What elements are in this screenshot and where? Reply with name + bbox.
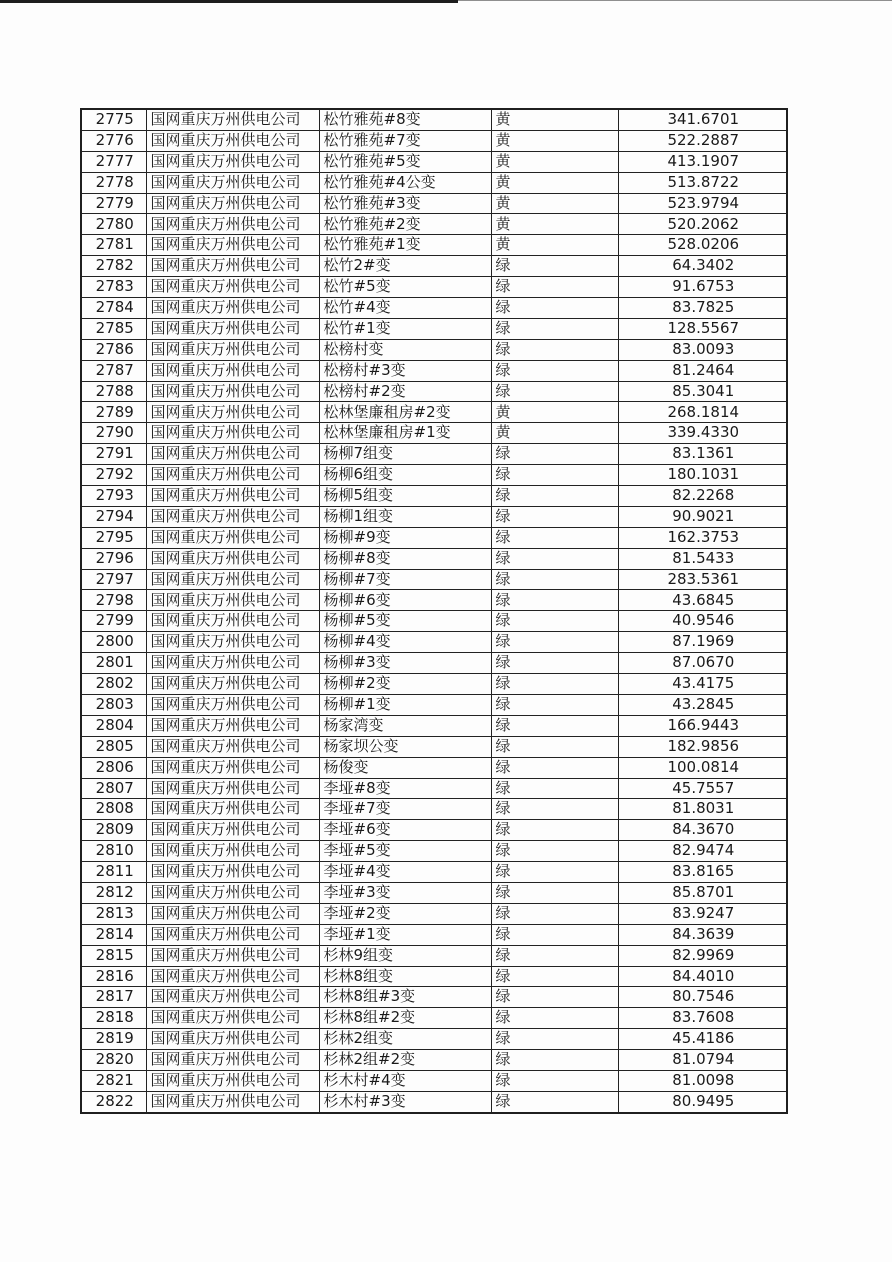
table-row bbox=[81, 945, 787, 966]
cell-value: 520.2062 bbox=[618, 214, 787, 235]
cell-company-name: 国网重庆万州供电公司 bbox=[146, 1050, 319, 1071]
cell-company-name: 国网重庆万州供电公司 bbox=[146, 1008, 319, 1029]
table-row bbox=[81, 736, 787, 757]
cell-company-name: 国网重庆万州供电公司 bbox=[146, 423, 319, 444]
cell-value: 84.4010 bbox=[618, 966, 787, 987]
cell-row-number: 2792 bbox=[81, 465, 146, 486]
cell-row-number: 2800 bbox=[81, 632, 146, 653]
cell-row-number: 2775 bbox=[81, 109, 146, 130]
cell-value: 81.0794 bbox=[618, 1050, 787, 1071]
table-row bbox=[81, 318, 787, 339]
cell-station-name: 杉木村#4变 bbox=[319, 1070, 491, 1091]
cell-station-name: 松竹雅苑#2变 bbox=[319, 214, 491, 235]
cell-row-number: 2799 bbox=[81, 611, 146, 632]
cell-value: 87.0670 bbox=[618, 653, 787, 674]
cell-status: 黄 bbox=[491, 151, 618, 172]
cell-status: 绿 bbox=[491, 318, 618, 339]
cell-station-name: 杨家湾变 bbox=[319, 715, 491, 736]
cell-row-number: 2806 bbox=[81, 757, 146, 778]
cell-status: 黄 bbox=[491, 109, 618, 130]
cell-row-number: 2782 bbox=[81, 256, 146, 277]
cell-company-name: 国网重庆万州供电公司 bbox=[146, 862, 319, 883]
cell-company-name: 国网重庆万州供电公司 bbox=[146, 882, 319, 903]
cell-row-number: 2781 bbox=[81, 235, 146, 256]
cell-row-number: 2822 bbox=[81, 1091, 146, 1112]
cell-company-name: 国网重庆万州供电公司 bbox=[146, 715, 319, 736]
cell-status: 绿 bbox=[491, 757, 618, 778]
cell-station-name: 杨柳1组变 bbox=[319, 506, 491, 527]
cell-station-name: 杨柳#8变 bbox=[319, 548, 491, 569]
table-row bbox=[81, 1091, 787, 1112]
cell-company-name: 国网重庆万州供电公司 bbox=[146, 381, 319, 402]
cell-company-name: 国网重庆万州供电公司 bbox=[146, 757, 319, 778]
cell-row-number: 2786 bbox=[81, 339, 146, 360]
substation-table-body bbox=[81, 109, 787, 1113]
table-row bbox=[81, 820, 787, 841]
cell-status: 绿 bbox=[491, 799, 618, 820]
cell-status: 绿 bbox=[491, 903, 618, 924]
cell-company-name: 国网重庆万州供电公司 bbox=[146, 1029, 319, 1050]
cell-row-number: 2777 bbox=[81, 151, 146, 172]
table-row bbox=[81, 527, 787, 548]
cell-row-number: 2780 bbox=[81, 214, 146, 235]
cell-company-name: 国网重庆万州供电公司 bbox=[146, 903, 319, 924]
cell-station-name: 李垭#1变 bbox=[319, 924, 491, 945]
cell-company-name: 国网重庆万州供电公司 bbox=[146, 256, 319, 277]
table-row bbox=[81, 109, 787, 130]
cell-company-name: 国网重庆万州供电公司 bbox=[146, 506, 319, 527]
cell-row-number: 2801 bbox=[81, 653, 146, 674]
table-row bbox=[81, 444, 787, 465]
cell-row-number: 2785 bbox=[81, 318, 146, 339]
cell-row-number: 2798 bbox=[81, 590, 146, 611]
cell-company-name: 国网重庆万州供电公司 bbox=[146, 1091, 319, 1112]
cell-station-name: 杨柳6组变 bbox=[319, 465, 491, 486]
table-row bbox=[81, 841, 787, 862]
cell-row-number: 2819 bbox=[81, 1029, 146, 1050]
table-row bbox=[81, 862, 787, 883]
cell-status: 绿 bbox=[491, 736, 618, 757]
cell-status: 绿 bbox=[491, 444, 618, 465]
cell-value: 64.3402 bbox=[618, 256, 787, 277]
cell-row-number: 2795 bbox=[81, 527, 146, 548]
cell-company-name: 国网重庆万州供电公司 bbox=[146, 841, 319, 862]
cell-status: 绿 bbox=[491, 298, 618, 319]
cell-status: 绿 bbox=[491, 548, 618, 569]
cell-value: 85.3041 bbox=[618, 381, 787, 402]
cell-value: 85.8701 bbox=[618, 882, 787, 903]
cell-value: 100.0814 bbox=[618, 757, 787, 778]
cell-row-number: 2816 bbox=[81, 966, 146, 987]
cell-value: 162.3753 bbox=[618, 527, 787, 548]
cell-status: 绿 bbox=[491, 506, 618, 527]
table-row bbox=[81, 465, 787, 486]
cell-status: 绿 bbox=[491, 653, 618, 674]
cell-value: 513.8722 bbox=[618, 172, 787, 193]
cell-row-number: 2778 bbox=[81, 172, 146, 193]
cell-station-name: 李垭#3变 bbox=[319, 882, 491, 903]
cell-row-number: 2794 bbox=[81, 506, 146, 527]
table-row bbox=[81, 1050, 787, 1071]
cell-company-name: 国网重庆万州供电公司 bbox=[146, 465, 319, 486]
table-row bbox=[81, 506, 787, 527]
cell-station-name: 李垭#7变 bbox=[319, 799, 491, 820]
cell-company-name: 国网重庆万州供电公司 bbox=[146, 277, 319, 298]
cell-company-name: 国网重庆万州供电公司 bbox=[146, 402, 319, 423]
cell-status: 绿 bbox=[491, 569, 618, 590]
cell-value: 81.8031 bbox=[618, 799, 787, 820]
cell-value: 84.3639 bbox=[618, 924, 787, 945]
cell-status: 绿 bbox=[491, 632, 618, 653]
cell-value: 522.2887 bbox=[618, 130, 787, 151]
table-row bbox=[81, 172, 787, 193]
cell-value: 43.6845 bbox=[618, 590, 787, 611]
cell-status: 绿 bbox=[491, 778, 618, 799]
cell-status: 黄 bbox=[491, 214, 618, 235]
cell-company-name: 国网重庆万州供电公司 bbox=[146, 527, 319, 548]
cell-company-name: 国网重庆万州供电公司 bbox=[146, 945, 319, 966]
table-row bbox=[81, 193, 787, 214]
cell-company-name: 国网重庆万州供电公司 bbox=[146, 924, 319, 945]
cell-value: 83.9247 bbox=[618, 903, 787, 924]
table-row bbox=[81, 402, 787, 423]
cell-company-name: 国网重庆万州供电公司 bbox=[146, 632, 319, 653]
cell-value: 43.4175 bbox=[618, 674, 787, 695]
cell-value: 81.2464 bbox=[618, 360, 787, 381]
cell-value: 91.6753 bbox=[618, 277, 787, 298]
cell-value: 283.5361 bbox=[618, 569, 787, 590]
cell-status: 绿 bbox=[491, 1008, 618, 1029]
cell-station-name: 松竹#4变 bbox=[319, 298, 491, 319]
cell-station-name: 杨柳#5变 bbox=[319, 611, 491, 632]
cell-row-number: 2797 bbox=[81, 569, 146, 590]
cell-row-number: 2820 bbox=[81, 1050, 146, 1071]
cell-row-number: 2788 bbox=[81, 381, 146, 402]
cell-row-number: 2802 bbox=[81, 674, 146, 695]
table-row bbox=[81, 966, 787, 987]
cell-station-name: 李垭#5变 bbox=[319, 841, 491, 862]
cell-status: 绿 bbox=[491, 486, 618, 507]
cell-status: 绿 bbox=[491, 1091, 618, 1112]
cell-company-name: 国网重庆万州供电公司 bbox=[146, 799, 319, 820]
cell-status: 绿 bbox=[491, 465, 618, 486]
cell-status: 绿 bbox=[491, 694, 618, 715]
cell-station-name: 李垭#4变 bbox=[319, 862, 491, 883]
cell-company-name: 国网重庆万州供电公司 bbox=[146, 694, 319, 715]
cell-station-name: 杨柳5组变 bbox=[319, 486, 491, 507]
cell-company-name: 国网重庆万州供电公司 bbox=[146, 486, 319, 507]
cell-row-number: 2787 bbox=[81, 360, 146, 381]
table-row bbox=[81, 569, 787, 590]
table-row bbox=[81, 924, 787, 945]
table-row bbox=[81, 715, 787, 736]
table-row bbox=[81, 381, 787, 402]
cell-status: 绿 bbox=[491, 987, 618, 1008]
cell-status: 绿 bbox=[491, 945, 618, 966]
table-row bbox=[81, 214, 787, 235]
cell-station-name: 杨柳7组变 bbox=[319, 444, 491, 465]
cell-company-name: 国网重庆万州供电公司 bbox=[146, 987, 319, 1008]
cell-value: 45.7557 bbox=[618, 778, 787, 799]
cell-row-number: 2813 bbox=[81, 903, 146, 924]
cell-row-number: 2808 bbox=[81, 799, 146, 820]
cell-status: 绿 bbox=[491, 611, 618, 632]
cell-station-name: 杨柳#7变 bbox=[319, 569, 491, 590]
table-row bbox=[81, 632, 787, 653]
cell-station-name: 李垭#2变 bbox=[319, 903, 491, 924]
cell-company-name: 国网重庆万州供电公司 bbox=[146, 611, 319, 632]
table-row bbox=[81, 903, 787, 924]
cell-value: 268.1814 bbox=[618, 402, 787, 423]
cell-status: 绿 bbox=[491, 1050, 618, 1071]
cell-status: 黄 bbox=[491, 235, 618, 256]
cell-company-name: 国网重庆万州供电公司 bbox=[146, 736, 319, 757]
cell-status: 绿 bbox=[491, 674, 618, 695]
cell-station-name: 松竹#5变 bbox=[319, 277, 491, 298]
cell-value: 523.9794 bbox=[618, 193, 787, 214]
cell-value: 180.1031 bbox=[618, 465, 787, 486]
cell-row-number: 2804 bbox=[81, 715, 146, 736]
cell-station-name: 杨柳#1变 bbox=[319, 694, 491, 715]
cell-row-number: 2793 bbox=[81, 486, 146, 507]
cell-company-name: 国网重庆万州供电公司 bbox=[146, 778, 319, 799]
cell-station-name: 杉木村#3变 bbox=[319, 1091, 491, 1112]
cell-value: 83.1361 bbox=[618, 444, 787, 465]
cell-company-name: 国网重庆万州供电公司 bbox=[146, 444, 319, 465]
cell-company-name: 国网重庆万州供电公司 bbox=[146, 569, 319, 590]
table-row bbox=[81, 799, 787, 820]
cell-station-name: 松榜村#3变 bbox=[319, 360, 491, 381]
cell-value: 40.9546 bbox=[618, 611, 787, 632]
cell-row-number: 2810 bbox=[81, 841, 146, 862]
cell-station-name: 李垭#6变 bbox=[319, 820, 491, 841]
cell-status: 绿 bbox=[491, 1070, 618, 1091]
cell-station-name: 松竹2#变 bbox=[319, 256, 491, 277]
cell-station-name: 杨柳#6变 bbox=[319, 590, 491, 611]
cell-station-name: 杉林2组变 bbox=[319, 1029, 491, 1050]
cell-value: 166.9443 bbox=[618, 715, 787, 736]
table-row bbox=[81, 778, 787, 799]
table-row bbox=[81, 653, 787, 674]
table-row bbox=[81, 235, 787, 256]
cell-status: 绿 bbox=[491, 966, 618, 987]
cell-station-name: 松榜村#2变 bbox=[319, 381, 491, 402]
table-row bbox=[81, 882, 787, 903]
cell-value: 341.6701 bbox=[618, 109, 787, 130]
cell-company-name: 国网重庆万州供电公司 bbox=[146, 590, 319, 611]
cell-row-number: 2776 bbox=[81, 130, 146, 151]
cell-value: 81.5433 bbox=[618, 548, 787, 569]
cell-status: 黄 bbox=[491, 402, 618, 423]
table-row bbox=[81, 151, 787, 172]
substation-table bbox=[80, 108, 788, 1114]
cell-status: 黄 bbox=[491, 172, 618, 193]
cell-status: 黄 bbox=[491, 193, 618, 214]
cell-company-name: 国网重庆万州供电公司 bbox=[146, 298, 319, 319]
table-row bbox=[81, 694, 787, 715]
cell-station-name: 李垭#8变 bbox=[319, 778, 491, 799]
cell-value: 528.0206 bbox=[618, 235, 787, 256]
cell-status: 绿 bbox=[491, 841, 618, 862]
cell-row-number: 2815 bbox=[81, 945, 146, 966]
cell-value: 83.8165 bbox=[618, 862, 787, 883]
cell-status: 绿 bbox=[491, 924, 618, 945]
table-row bbox=[81, 548, 787, 569]
cell-station-name: 松竹雅苑#4公变 bbox=[319, 172, 491, 193]
cell-station-name: 杉林8组#2变 bbox=[319, 1008, 491, 1029]
cell-company-name: 国网重庆万州供电公司 bbox=[146, 109, 319, 130]
cell-row-number: 2805 bbox=[81, 736, 146, 757]
cell-company-name: 国网重庆万州供电公司 bbox=[146, 193, 319, 214]
cell-row-number: 2796 bbox=[81, 548, 146, 569]
cell-station-name: 松竹雅苑#1变 bbox=[319, 235, 491, 256]
cell-company-name: 国网重庆万州供电公司 bbox=[146, 653, 319, 674]
table-row bbox=[81, 298, 787, 319]
cell-row-number: 2821 bbox=[81, 1070, 146, 1091]
cell-station-name: 杨柳#9变 bbox=[319, 527, 491, 548]
cell-station-name: 松竹雅苑#7变 bbox=[319, 130, 491, 151]
cell-company-name: 国网重庆万州供电公司 bbox=[146, 966, 319, 987]
cell-status: 绿 bbox=[491, 527, 618, 548]
table-row bbox=[81, 674, 787, 695]
cell-value: 80.9495 bbox=[618, 1091, 787, 1112]
table-row bbox=[81, 987, 787, 1008]
cell-row-number: 2818 bbox=[81, 1008, 146, 1029]
cell-station-name: 杨柳#4变 bbox=[319, 632, 491, 653]
cell-row-number: 2817 bbox=[81, 987, 146, 1008]
cell-station-name: 松竹雅苑#8变 bbox=[319, 109, 491, 130]
cell-row-number: 2783 bbox=[81, 277, 146, 298]
cell-status: 绿 bbox=[491, 715, 618, 736]
cell-value: 87.1969 bbox=[618, 632, 787, 653]
cell-status: 绿 bbox=[491, 1029, 618, 1050]
cell-row-number: 2811 bbox=[81, 862, 146, 883]
cell-value: 83.7825 bbox=[618, 298, 787, 319]
cell-station-name: 杉林8组#3变 bbox=[319, 987, 491, 1008]
table-row bbox=[81, 757, 787, 778]
cell-row-number: 2803 bbox=[81, 694, 146, 715]
cell-row-number: 2784 bbox=[81, 298, 146, 319]
cell-company-name: 国网重庆万州供电公司 bbox=[146, 1070, 319, 1091]
cell-company-name: 国网重庆万州供电公司 bbox=[146, 214, 319, 235]
cell-value: 413.1907 bbox=[618, 151, 787, 172]
table-row bbox=[81, 486, 787, 507]
cell-value: 339.4330 bbox=[618, 423, 787, 444]
cell-status: 绿 bbox=[491, 381, 618, 402]
table-row bbox=[81, 1029, 787, 1050]
table-row bbox=[81, 423, 787, 444]
cell-company-name: 国网重庆万州供电公司 bbox=[146, 151, 319, 172]
cell-value: 83.7608 bbox=[618, 1008, 787, 1029]
cell-status: 绿 bbox=[491, 862, 618, 883]
cell-row-number: 2790 bbox=[81, 423, 146, 444]
cell-row-number: 2812 bbox=[81, 882, 146, 903]
cell-row-number: 2814 bbox=[81, 924, 146, 945]
cell-status: 黄 bbox=[491, 423, 618, 444]
cell-value: 182.9856 bbox=[618, 736, 787, 757]
table-row bbox=[81, 1008, 787, 1029]
cell-station-name: 杨俊变 bbox=[319, 757, 491, 778]
cell-row-number: 2791 bbox=[81, 444, 146, 465]
cell-company-name: 国网重庆万州供电公司 bbox=[146, 360, 319, 381]
page-top-bar bbox=[0, 0, 458, 3]
cell-value: 81.0098 bbox=[618, 1070, 787, 1091]
table-row bbox=[81, 256, 787, 277]
cell-company-name: 国网重庆万州供电公司 bbox=[146, 820, 319, 841]
cell-station-name: 松竹#1变 bbox=[319, 318, 491, 339]
cell-value: 83.0093 bbox=[618, 339, 787, 360]
cell-station-name: 松林堡廉租房#1变 bbox=[319, 423, 491, 444]
cell-status: 绿 bbox=[491, 277, 618, 298]
cell-value: 82.9969 bbox=[618, 945, 787, 966]
cell-value: 128.5567 bbox=[618, 318, 787, 339]
cell-company-name: 国网重庆万州供电公司 bbox=[146, 130, 319, 151]
cell-value: 80.7546 bbox=[618, 987, 787, 1008]
table-row bbox=[81, 1070, 787, 1091]
table-row bbox=[81, 339, 787, 360]
cell-status: 绿 bbox=[491, 882, 618, 903]
table-row bbox=[81, 277, 787, 298]
cell-company-name: 国网重庆万州供电公司 bbox=[146, 235, 319, 256]
cell-station-name: 杉林9组变 bbox=[319, 945, 491, 966]
cell-station-name: 杉林2组#2变 bbox=[319, 1050, 491, 1071]
table-row bbox=[81, 130, 787, 151]
cell-station-name: 杨柳#3变 bbox=[319, 653, 491, 674]
cell-value: 43.2845 bbox=[618, 694, 787, 715]
cell-row-number: 2779 bbox=[81, 193, 146, 214]
cell-station-name: 杨家坝公变 bbox=[319, 736, 491, 757]
cell-company-name: 国网重庆万州供电公司 bbox=[146, 339, 319, 360]
cell-company-name: 国网重庆万州供电公司 bbox=[146, 172, 319, 193]
cell-status: 绿 bbox=[491, 256, 618, 277]
cell-value: 90.9021 bbox=[618, 506, 787, 527]
table-row bbox=[81, 611, 787, 632]
cell-company-name: 国网重庆万州供电公司 bbox=[146, 674, 319, 695]
table-row bbox=[81, 360, 787, 381]
cell-row-number: 2807 bbox=[81, 778, 146, 799]
cell-station-name: 松竹雅苑#5变 bbox=[319, 151, 491, 172]
cell-row-number: 2809 bbox=[81, 820, 146, 841]
cell-station-name: 松林堡廉租房#2变 bbox=[319, 402, 491, 423]
cell-status: 绿 bbox=[491, 339, 618, 360]
cell-station-name: 松榜村变 bbox=[319, 339, 491, 360]
cell-status: 绿 bbox=[491, 360, 618, 381]
cell-status: 绿 bbox=[491, 590, 618, 611]
cell-value: 82.2268 bbox=[618, 486, 787, 507]
cell-status: 绿 bbox=[491, 820, 618, 841]
cell-station-name: 松竹雅苑#3变 bbox=[319, 193, 491, 214]
table-row bbox=[81, 590, 787, 611]
cell-value: 84.3670 bbox=[618, 820, 787, 841]
cell-value: 45.4186 bbox=[618, 1029, 787, 1050]
cell-status: 黄 bbox=[491, 130, 618, 151]
cell-company-name: 国网重庆万州供电公司 bbox=[146, 548, 319, 569]
cell-row-number: 2789 bbox=[81, 402, 146, 423]
cell-company-name: 国网重庆万州供电公司 bbox=[146, 318, 319, 339]
cell-value: 82.9474 bbox=[618, 841, 787, 862]
cell-station-name: 杨柳#2变 bbox=[319, 674, 491, 695]
cell-station-name: 杉林8组变 bbox=[319, 966, 491, 987]
